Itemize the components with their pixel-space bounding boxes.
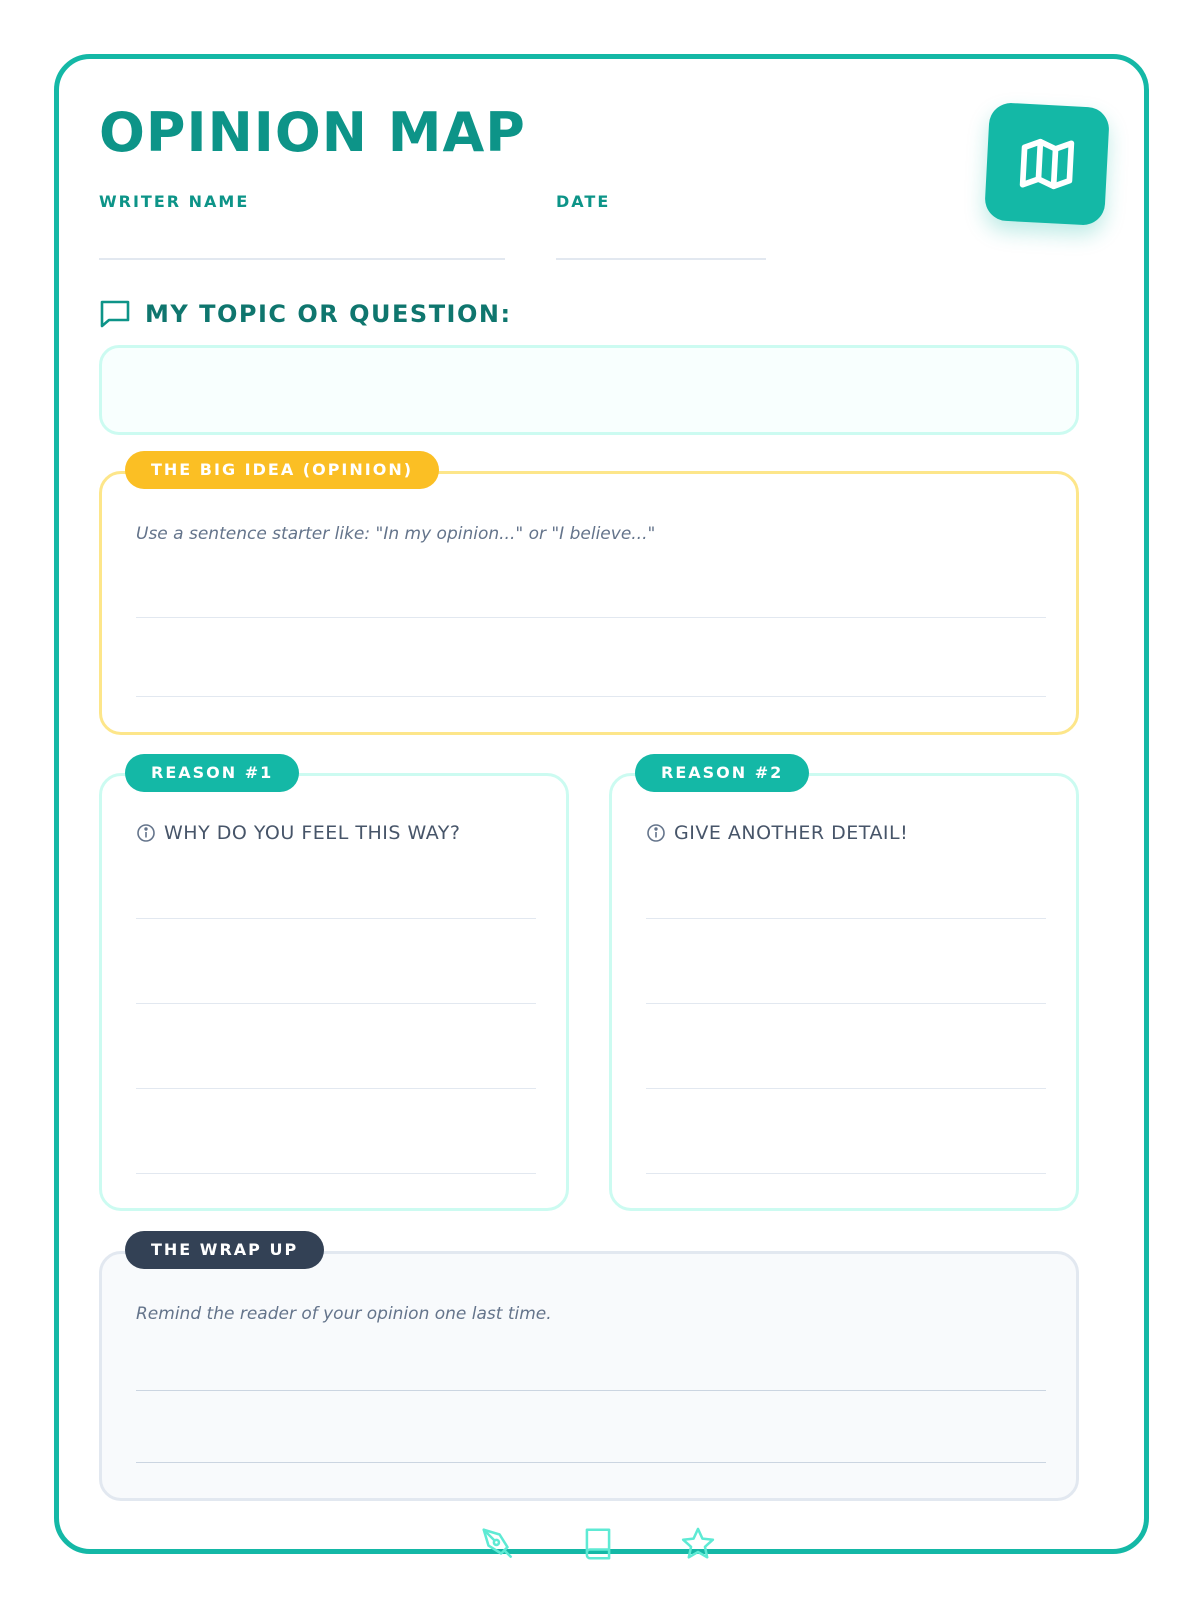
big-idea-label: THE BIG IDEA (OPINION) (125, 451, 439, 489)
wrap-up-hint: Remind the reader of your opinion one last time. (136, 1304, 552, 1324)
wrap-up-line-2[interactable] (136, 1462, 1046, 1463)
worksheet-frame (54, 54, 1149, 1554)
writer-name-field[interactable] (99, 258, 505, 260)
book-icon (578, 1524, 618, 1564)
wrap-up-card (99, 1251, 1079, 1501)
topic-input[interactable] (99, 345, 1079, 435)
reason-2-line-3[interactable] (646, 1088, 1046, 1089)
reason-1-prompt-text: WHY DO YOU FEEL THIS WAY? (164, 822, 461, 844)
topic-heading-text: MY TOPIC OR QUESTION: (145, 300, 512, 328)
reason-2-line-1[interactable] (646, 918, 1046, 919)
reason-2-label: REASON #2 (635, 754, 809, 792)
pen-nib-icon (478, 1524, 518, 1564)
date-label: DATE (556, 192, 611, 211)
reason-2-prompt (646, 822, 908, 844)
reason-2-line-4[interactable] (646, 1173, 1046, 1174)
reason-1-prompt (136, 822, 460, 844)
reason-1-line-4[interactable] (136, 1173, 536, 1174)
map-icon (984, 102, 1110, 226)
info-icon (136, 823, 156, 843)
big-idea-line-1[interactable] (136, 617, 1046, 618)
reason-2-card (609, 773, 1079, 1211)
topic-heading (99, 299, 512, 329)
wrap-up-label: THE WRAP UP (125, 1231, 324, 1269)
info-icon (646, 823, 666, 843)
speech-bubble-icon (99, 299, 131, 329)
big-idea-line-2[interactable] (136, 696, 1046, 697)
reason-2-line-2[interactable] (646, 1003, 1046, 1004)
footer-icons (478, 1522, 718, 1566)
reason-2-prompt-text: GIVE ANOTHER DETAIL! (674, 822, 909, 844)
writer-name-label: WRITER NAME (99, 192, 250, 211)
reason-1-line-1[interactable] (136, 918, 536, 919)
page-title: OPINION MAP (99, 101, 526, 164)
star-icon (678, 1524, 718, 1564)
wrap-up-line-1[interactable] (136, 1390, 1046, 1391)
big-idea-hint: Use a sentence starter like: "In my opinion..." or "I believe..." (136, 524, 656, 544)
reason-1-card (99, 773, 569, 1211)
reason-1-line-2[interactable] (136, 1003, 536, 1004)
reason-1-line-3[interactable] (136, 1088, 536, 1089)
big-idea-card (99, 471, 1079, 735)
reason-1-label: REASON #1 (125, 754, 299, 792)
date-field[interactable] (556, 258, 766, 260)
